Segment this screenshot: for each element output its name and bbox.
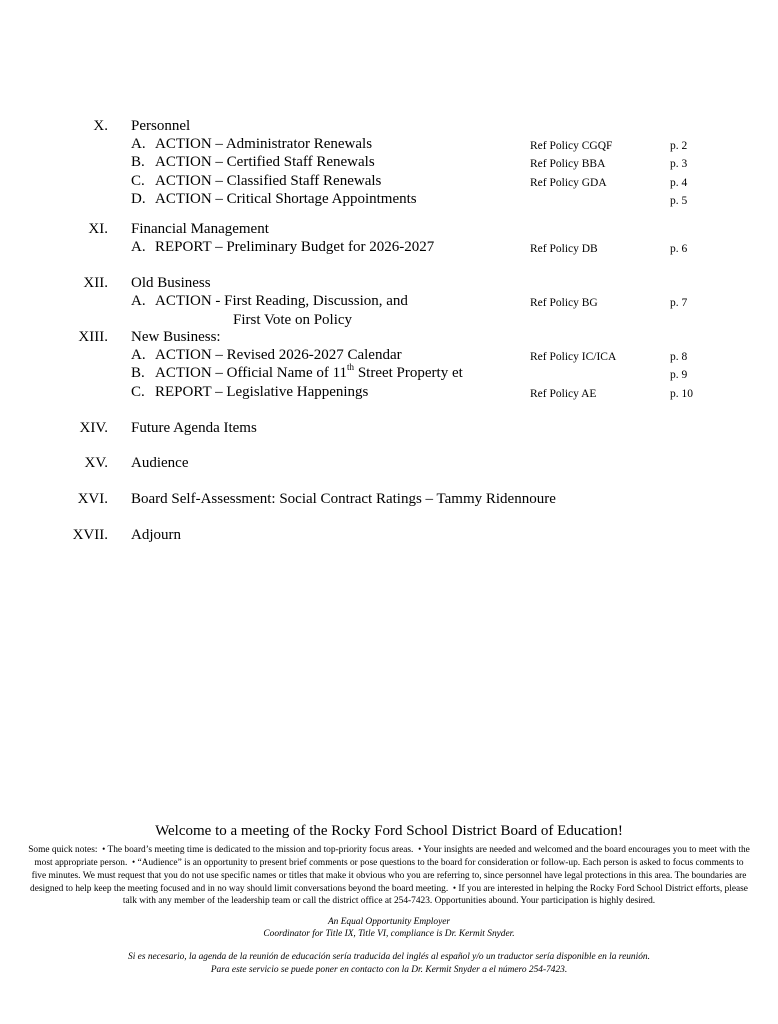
item-letter: A. bbox=[131, 239, 146, 255]
item-text: ACTION – Classified Staff Renewals bbox=[155, 173, 382, 189]
bullet-icon: • bbox=[452, 882, 457, 893]
item-text: ACTION – Certified Staff Renewals bbox=[155, 154, 375, 170]
item-text: REPORT – Legislative Happenings bbox=[155, 384, 369, 400]
page-ref: p. 6 bbox=[670, 243, 688, 255]
coordinator-line: Coordinator for Title IX, Title VI, compliance is Dr. Kermit Snyder. bbox=[263, 929, 515, 939]
bullet-icon: • bbox=[418, 844, 422, 854]
item-text: REPORT – Preliminary Budget for 2026-2027 bbox=[155, 239, 435, 255]
item-text: ACTION – Revised 2026-2027 Calendar bbox=[155, 347, 402, 363]
spanish-line-1: Si es necesario, la agenda de la reunión de educación sería traducida del inglés al español y/o un traductor sería disponible en la reunión. bbox=[128, 952, 650, 962]
policy-ref: Ref Policy BBA bbox=[530, 158, 606, 170]
item-text: ACTION – Critical Shortage Appointments bbox=[155, 191, 417, 207]
page-ref: p. 2 bbox=[670, 140, 688, 152]
item-text: ACTION – Official Name of 11th Street Property et bbox=[155, 362, 463, 381]
section-number: XIV. bbox=[79, 420, 108, 436]
item-letter: C. bbox=[131, 173, 145, 189]
policy-ref: Ref Policy BG bbox=[530, 297, 598, 309]
policy-ref: Ref Policy DB bbox=[530, 243, 598, 255]
item-letter: A. bbox=[131, 347, 146, 363]
page-ref: p. 9 bbox=[670, 369, 688, 381]
section-title: Old Business bbox=[131, 275, 211, 291]
section-number: XV. bbox=[84, 455, 108, 471]
section-title: Adjourn bbox=[131, 527, 181, 543]
spanish-line-2: Para este servicio se puede poner en contacto con la Dr. Kermit Snyder a el número 254-7423. bbox=[210, 964, 568, 975]
item-letter: B. bbox=[131, 365, 145, 381]
bullet-icon: • bbox=[132, 857, 136, 868]
policy-ref: Ref Policy GDA bbox=[530, 177, 607, 189]
item-text: ACTION – Administrator Renewals bbox=[155, 136, 373, 152]
item-letter: C. bbox=[131, 384, 145, 400]
item-letter: A. bbox=[131, 136, 146, 152]
note-text: Your insights are needed and welcomed and the board encourages you to meet with the most appropriate person. bbox=[34, 845, 750, 869]
page-ref: p. 5 bbox=[670, 195, 688, 207]
eoe-line: An Equal Opportunity Employer bbox=[327, 917, 451, 927]
section-title: Board Self-Assessment: Social Contract Ratings – Tammy Ridennoure bbox=[131, 491, 556, 507]
section-title: Financial Management bbox=[131, 221, 269, 237]
page-ref: p. 10 bbox=[670, 388, 693, 400]
note-text: The board’s meeting time is dedicated to the mission and top-priority focus areas. bbox=[107, 845, 414, 855]
equal-opportunity-notice bbox=[0, 916, 778, 940]
section-title: New Business: bbox=[131, 329, 221, 345]
bullet-icon: • bbox=[102, 844, 106, 854]
policy-ref: Ref Policy IC/ICA bbox=[530, 351, 617, 363]
page-ref: p. 8 bbox=[670, 351, 688, 363]
item-letter: B. bbox=[131, 154, 145, 170]
policy-ref: Ref Policy AE bbox=[530, 388, 597, 400]
welcome-heading: Welcome to a meeting of the Rocky Ford School District Board of Education! bbox=[155, 823, 623, 839]
item-letter: D. bbox=[131, 191, 146, 207]
section-title: Future Agenda Items bbox=[131, 420, 257, 436]
note-text: “Audience” is an opportunity to present brief comments or pose questions to the board for consideration or follow-up. Each person is asked to focus comments to five minutes. We must request that you do not use specific names or titles that make it obvious who you are referring to, since personnel have legal protections in this area. The boundaries are designed to help keep the meeting focused and in no way should limit conversations beyond the board meeting. bbox=[30, 858, 747, 894]
quick-notes bbox=[28, 843, 750, 907]
page-ref: p. 4 bbox=[670, 177, 688, 189]
section-title: Personnel bbox=[131, 118, 191, 134]
section-number: X. bbox=[93, 118, 108, 134]
section-number: XII. bbox=[83, 275, 108, 291]
item-text-continuation: First Vote on Policy bbox=[233, 312, 353, 328]
section-number: XIII. bbox=[78, 329, 108, 345]
page-ref: p. 3 bbox=[670, 158, 688, 170]
section-title: Audience bbox=[131, 455, 189, 471]
notes-intro: Some quick notes: bbox=[28, 845, 98, 855]
section-number: XVI. bbox=[77, 491, 108, 507]
item-text: ACTION - First Reading, Discussion, and bbox=[155, 293, 408, 309]
section-number: XI. bbox=[88, 221, 108, 237]
item-letter: A. bbox=[131, 293, 146, 309]
note-text: If you are interested in helping the Rocky Ford School District efforts, please talk with any member of the leadership team or call the district office at 254-7423. Opportunities abound. Your participation is highly desired. bbox=[122, 883, 748, 907]
section-number: XVII. bbox=[72, 527, 108, 543]
policy-ref: Ref Policy CGQF bbox=[530, 140, 613, 152]
page-ref: p. 7 bbox=[670, 297, 688, 309]
spanish-notice bbox=[0, 951, 778, 976]
